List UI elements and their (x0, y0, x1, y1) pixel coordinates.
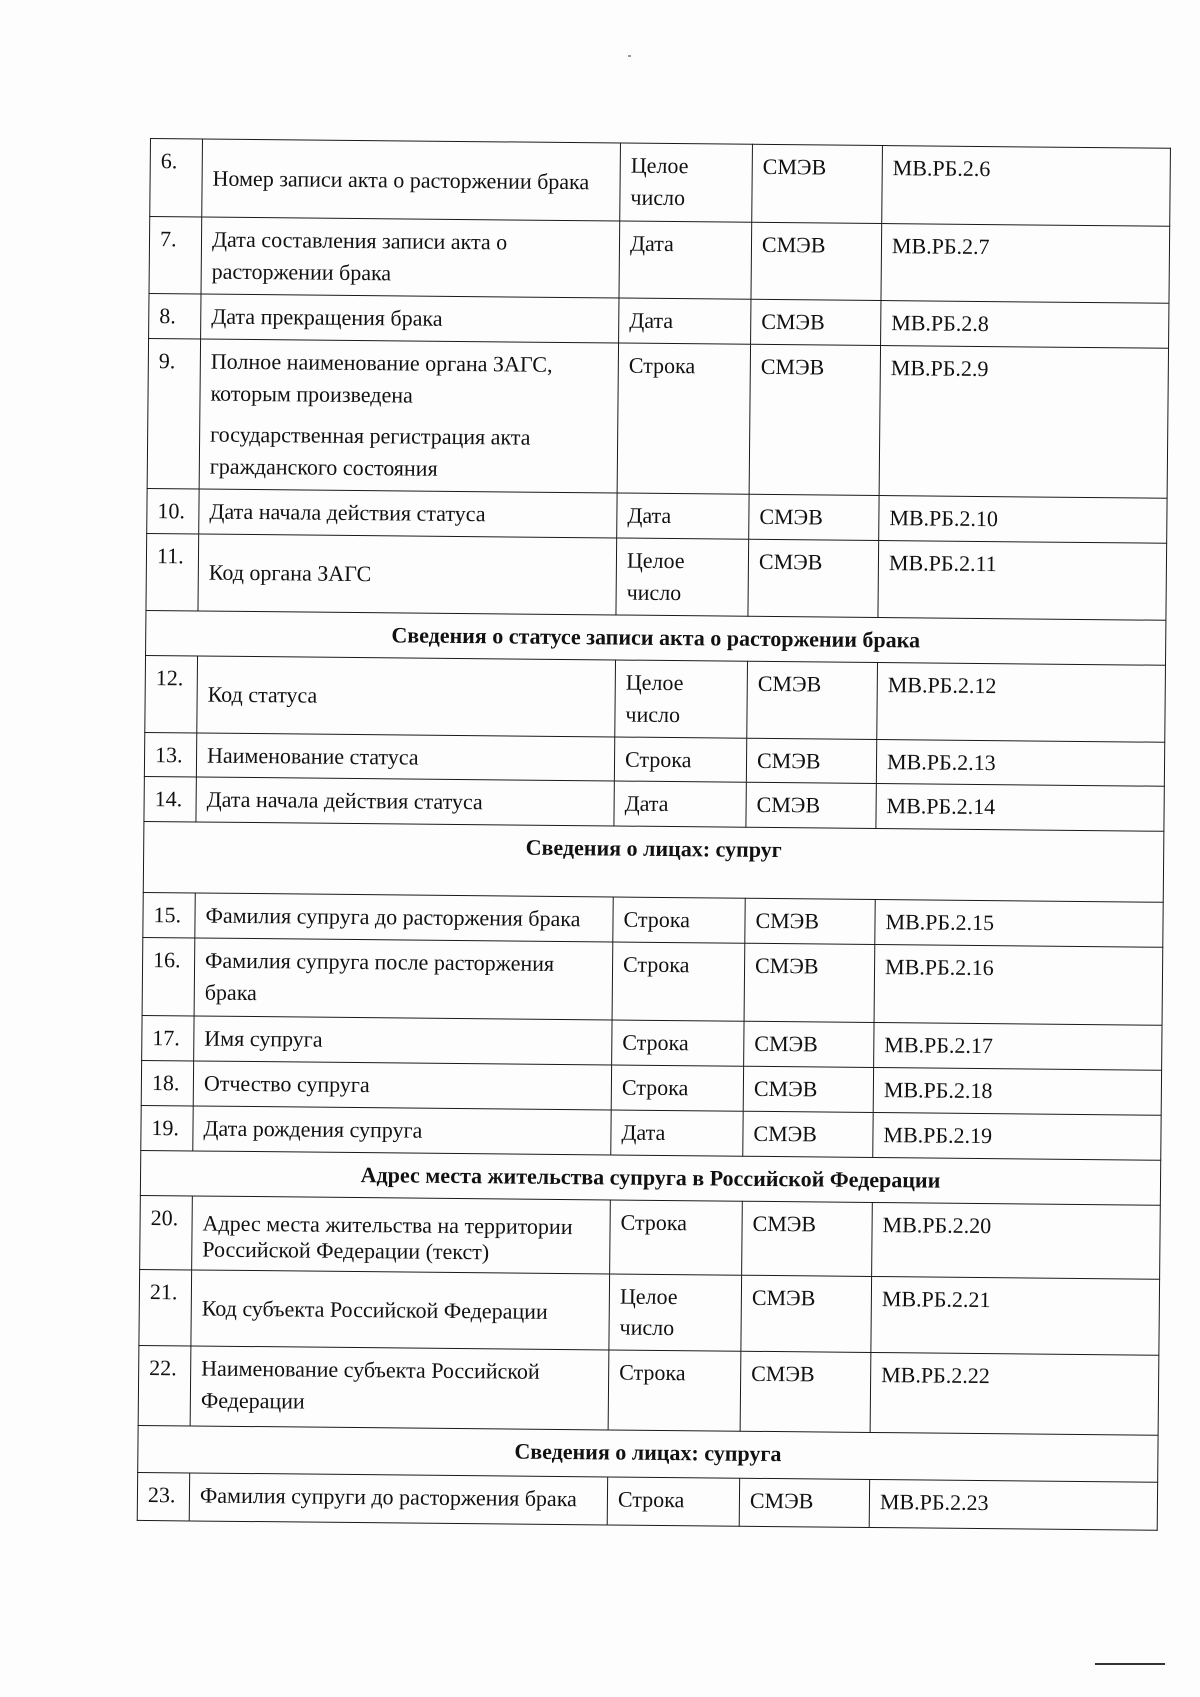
attribute-code: МВ.РБ.2.8 (881, 300, 1169, 348)
row-number: 19. (141, 1105, 193, 1150)
attribute-name: Код органа ЗАГС (198, 534, 617, 615)
row-number: 11. (146, 534, 199, 611)
attribute-code: МВ.РБ.2.6 (882, 146, 1171, 227)
data-type-line: Дата (621, 1119, 666, 1146)
data-type (617, 493, 749, 539)
attribute-name: Номер записи акта о расторжении брака (202, 139, 621, 221)
data-type (607, 1477, 739, 1526)
data-type (611, 1110, 743, 1156)
data-type (619, 298, 751, 344)
attribute-name: Фамилия супруга после расторжения брака (194, 938, 613, 1020)
row-number: 23. (137, 1473, 189, 1521)
data-source: СМЭВ (747, 661, 878, 739)
attribute-name (199, 339, 618, 494)
data-source: СМЭВ (739, 1479, 869, 1528)
data-source: СМЭВ (749, 495, 879, 541)
attributes-table (137, 138, 1171, 1531)
data-type-line: Целое (625, 669, 684, 695)
data-type-line: число (619, 1315, 675, 1341)
attribute-code: МВ.РБ.2.23 (869, 1480, 1157, 1531)
data-type (615, 660, 748, 738)
section-header-row (143, 822, 1164, 903)
row-number: 12. (145, 655, 198, 732)
data-source: СМЭВ (744, 1021, 874, 1067)
attribute-name: Фамилия супруга до расторжения брака (195, 893, 613, 942)
data-type-line: Строка (620, 1209, 688, 1236)
section-title: Адрес места жительства супруга в Российской Федерации (140, 1150, 1160, 1205)
attribute-code: МВ.РБ.2.17 (874, 1023, 1162, 1071)
row-number: 22. (138, 1346, 191, 1426)
data-type-line: Дата (627, 502, 672, 529)
data-type-line: Целое (630, 152, 689, 179)
attribute-code: МВ.РБ.2.9 (879, 345, 1168, 498)
attribute-name: Имя супруга (194, 1016, 612, 1065)
data-source: СМЭВ (751, 299, 881, 345)
table-row (146, 534, 1167, 621)
section-title: Сведения о лицах: супруга (138, 1426, 1158, 1483)
data-type (619, 221, 752, 299)
data-source: СМЭВ (749, 344, 880, 496)
attribute-code: МВ.РБ.2.15 (875, 900, 1163, 948)
data-source: СМЭВ (741, 1275, 872, 1353)
attribute-code: МВ.РБ.2.14 (876, 784, 1164, 832)
data-source: СМЭВ (746, 738, 876, 784)
data-source: СМЭВ (742, 1201, 873, 1276)
data-type-line: Строка (624, 746, 692, 772)
table-row (147, 338, 1168, 498)
data-source: СМЭВ (744, 943, 875, 1022)
data-type-line: Строка (617, 1486, 685, 1513)
row-number: 18. (141, 1061, 193, 1106)
data-source: СМЭВ (740, 1352, 871, 1433)
attribute-name-continuation: государственная регистрация акта гражданского состояния (209, 422, 531, 482)
data-type (612, 942, 745, 1021)
data-type-line: Строка (619, 1359, 686, 1386)
data-type-line: Строка (622, 951, 690, 978)
row-number: 15. (143, 893, 195, 938)
footer-rule (1095, 1663, 1165, 1665)
table-row (145, 655, 1166, 742)
data-type-line: Строка (628, 352, 696, 378)
attribute-name: Дата начала действия статуса (196, 777, 614, 826)
data-type-line: число (626, 579, 682, 606)
data-type-line: Строка (623, 906, 691, 933)
data-source: СМЭВ (745, 899, 875, 945)
row-number: 13. (144, 732, 196, 777)
row-number: 21. (139, 1269, 192, 1346)
row-number: 7. (149, 217, 202, 294)
section-title: Сведения о лицах: супруг (143, 822, 1164, 903)
data-source: СМЭВ (743, 1111, 873, 1157)
data-source: СМЭВ (752, 144, 883, 223)
attribute-name: Наименование субъекта Российской Федерации (190, 1346, 609, 1430)
data-type-line: Дата (629, 307, 674, 333)
row-number: 10. (147, 489, 199, 534)
row-number: 17. (142, 1016, 194, 1061)
data-type-line: Целое (619, 1283, 678, 1309)
attribute-name-text: Полное наименование органа ЗАГС, которым произведена (210, 348, 553, 408)
row-number: 16. (142, 938, 195, 1016)
attribute-code: МВ.РБ.2.20 (872, 1202, 1161, 1279)
table-row (138, 1346, 1159, 1436)
row-number: 20. (140, 1195, 193, 1269)
data-type (608, 1350, 741, 1431)
data-type (614, 737, 746, 783)
data-type (610, 1200, 743, 1275)
attribute-name: Дата прекращения брака (201, 294, 619, 343)
attribute-name: Дата составления записи акта о расторжении брака (201, 217, 620, 298)
data-type-line: Дата (629, 230, 674, 257)
scan-speck (628, 55, 631, 57)
data-type (620, 143, 753, 222)
data-type-line: Строка (622, 1029, 689, 1056)
section-title: Сведения о статусе записи акта о расторжении брака (146, 610, 1166, 665)
attribute-code: МВ.РБ.2.11 (878, 541, 1167, 621)
data-source: СМЭВ (751, 222, 882, 300)
data-type-line: число (625, 701, 681, 727)
attribute-name: Код субъекта Российской Федерации (191, 1270, 610, 1351)
data-type-line: Дата (624, 791, 669, 817)
table-row (139, 1269, 1160, 1356)
row-number: 9. (147, 338, 200, 489)
attribute-name: Отчество супруга (193, 1061, 611, 1110)
attribute-name: Фамилия супруги до расторжения брака (189, 1473, 607, 1525)
attribute-code: МВ.РБ.2.18 (873, 1068, 1161, 1116)
data-type-line: Целое (626, 547, 685, 574)
table-row (137, 1473, 1157, 1531)
attribute-code: МВ.РБ.2.13 (876, 739, 1164, 787)
attribute-code: МВ.РБ.2.16 (874, 945, 1163, 1026)
data-type-line: Строка (621, 1074, 689, 1101)
attribute-name: Код статуса (197, 656, 616, 737)
attribute-name: Дата начала действия статуса (199, 489, 617, 538)
data-source: СМЭВ (743, 1066, 873, 1112)
table-row (150, 139, 1171, 227)
attribute-code: МВ.РБ.2.10 (879, 496, 1167, 544)
row-number: 8. (149, 293, 201, 338)
data-type (614, 781, 746, 827)
data-type (612, 1020, 744, 1066)
attribute-code: МВ.РБ.2.19 (873, 1113, 1161, 1161)
data-type-line: число (630, 184, 686, 211)
attribute-name: Дата рождения супруга (193, 1106, 611, 1155)
attribute-code: МВ.РБ.2.22 (870, 1353, 1159, 1436)
data-source: СМЭВ (748, 539, 879, 617)
data-source: СМЭВ (746, 783, 876, 829)
row-number: 14. (144, 777, 196, 822)
attribute-code: МВ.РБ.2.7 (881, 224, 1170, 304)
data-type (617, 343, 750, 495)
table-row (142, 938, 1163, 1026)
attribute-code: МВ.РБ.2.21 (871, 1276, 1160, 1356)
data-type (613, 897, 745, 943)
data-type (611, 1065, 743, 1111)
data-type (616, 538, 749, 616)
row-number: 6. (150, 139, 203, 217)
attribute-name: Адрес места жительства на территории Российской Федерации (текст) (192, 1196, 611, 1274)
attribute-name: Наименование статуса (196, 733, 614, 782)
table-row (149, 217, 1170, 304)
attribute-code: МВ.РБ.2.12 (877, 662, 1166, 742)
table-row (140, 1195, 1161, 1279)
data-type (609, 1274, 742, 1352)
